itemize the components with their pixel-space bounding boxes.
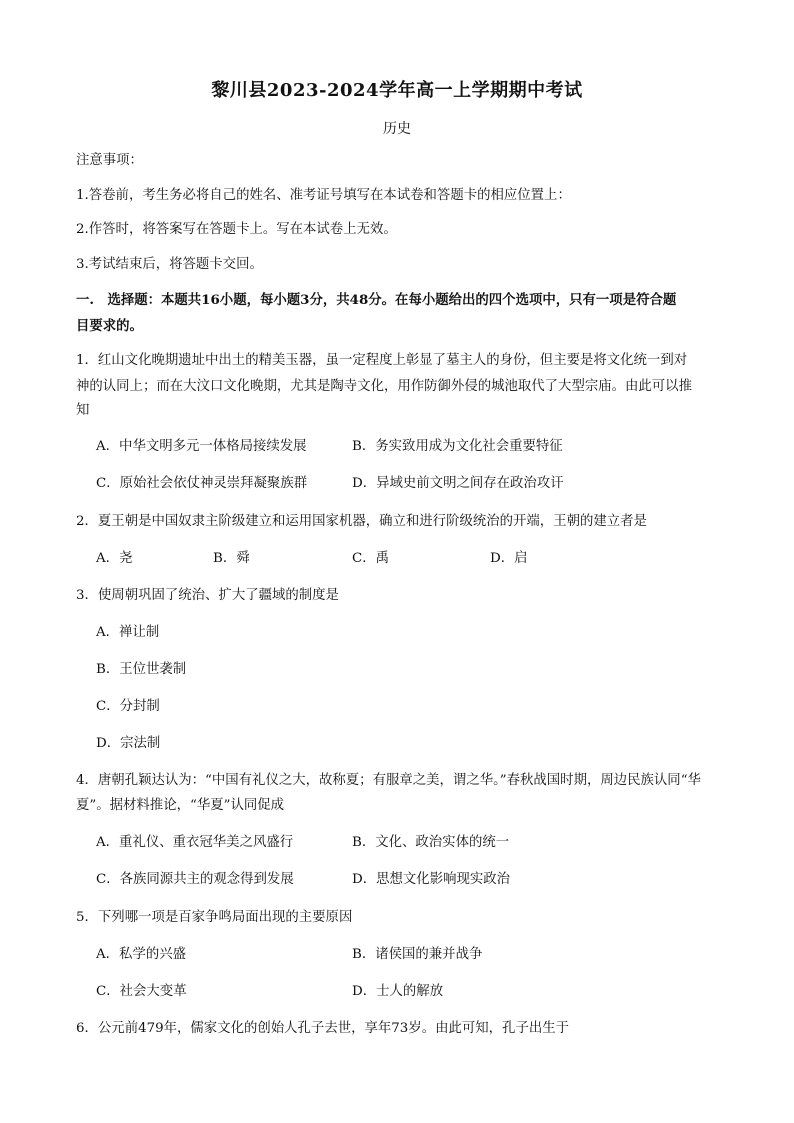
question-1-text: 知 [76, 403, 90, 418]
question-1-text: 1．红山文化晚期遗址中出土的精美玉器，虽一定程度上彰显了墓主人的身份，但主要是将文化统一到对 [76, 353, 688, 368]
question-6-text: 6．公元前479年，儒家文化的创始人孔子去世，享年73岁。由此可知，孔子出生于 [76, 1021, 570, 1036]
section-instruction: 目要求的。 [76, 318, 143, 334]
question-3-option-d: D．宗法制 [96, 736, 161, 751]
question-1-option-c: C．原始社会依仗神灵崇拜凝聚族群 [96, 476, 308, 491]
exam-title: 黎川县2023-2024学年高一上学期期中考试 [211, 80, 583, 101]
question-2-text: 2．夏王朝是中国奴隶主阶级建立和运用国家机器，确立和进行阶级统治的开端，王朝的建立者是 [76, 514, 647, 529]
question-2-option-a: A．尧 [96, 551, 133, 566]
question-3-option-a: A．禅让制 [96, 625, 160, 640]
question-5-text: 5．下列哪一项是百家争鸣局面出现的主要原因 [76, 910, 353, 925]
question-3-option-b: B．王位世袭制 [96, 662, 187, 677]
notice-item: 1.答卷前，考生务必将自己的姓名、准考证号填写在本试卷和答题卡的相应位置上： [76, 188, 571, 203]
notice-heading: 注意事项： [76, 153, 143, 168]
question-5-option-d: D．士人的解放 [352, 984, 444, 999]
question-1-text: 神的认同上；而在大汶口文化晚期，尤其是陶寺文化，用作防御外侵的城池取代了大型宗庙。由此可以推 [76, 379, 692, 394]
notice-item: 3.考试结束后，将答题卡交回。 [76, 257, 263, 272]
question-4-option-c: C．各族同源共主的观念得到发展 [96, 872, 294, 887]
question-2-option-d: D．启 [490, 551, 528, 566]
question-4-option-d: D．思想文化影响现实政治 [352, 872, 511, 887]
question-3-text: 3．使周朝巩固了统治、扩大了疆域的制度是 [76, 588, 339, 603]
question-2-option-b: B．舜 [213, 551, 250, 566]
question-2-option-c: C．禹 [352, 551, 390, 566]
exam-subject: 历史 [383, 121, 411, 137]
question-1-option-d: D．异域史前文明之间存在政治攻讦 [352, 476, 564, 491]
question-3-option-c: C．分封制 [96, 699, 160, 714]
notice-item: 2.作答时，将答案写在答题卡上。写在本试卷上无效。 [76, 222, 397, 237]
question-1-option-b: B．务实致用成为文化社会重要特征 [352, 439, 563, 454]
question-4-text: 4．唐朝孔颖达认为：“中国有礼仪之大，故称夏；有服章之美，谓之华。”春秋战国时期，周边民族认同“华 [76, 773, 701, 788]
question-4-text: 夏”。据材料推论，“华夏”认同促成 [76, 798, 285, 813]
question-4-option-a: A．重礼仪、重衣冠华美之风盛行 [96, 835, 294, 850]
question-5-option-a: A．私学的兴盛 [96, 947, 187, 962]
question-5-option-c: C．社会大变革 [96, 984, 187, 999]
section-instruction: 一. 选择题：本题共16小题，每小题3分，共48分。在每小题给出的四个选项中，只有一项是符合题 [76, 292, 677, 308]
question-1-option-a: A．中华文明多元一体格局接续发展 [96, 439, 307, 454]
question-4-option-b: B．文化、政治实体的统一 [352, 835, 510, 850]
question-5-option-b: B．诸侯国的兼并战争 [352, 947, 483, 962]
